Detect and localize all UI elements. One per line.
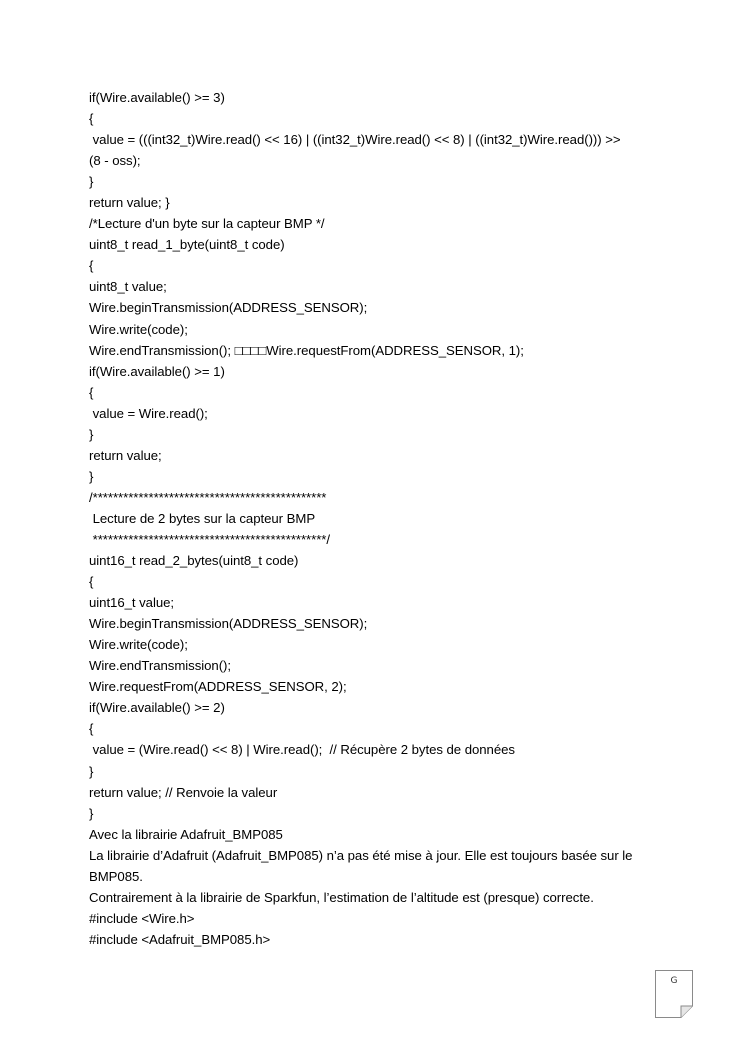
text-line: #include <Wire.h> [89, 910, 195, 926]
text-line: } [89, 805, 94, 821]
text-line: La librairie d’Adafruit (Adafruit_BMP085) n’a pas été mise à jour. Elle est toujours basée sur le [89, 847, 633, 863]
text-line: uint8_t value; [89, 279, 167, 295]
text-line: { [89, 721, 94, 737]
text-line: if(Wire.available() >= 2) [89, 700, 225, 716]
text-line: /********************************************** [89, 489, 327, 505]
text-line: uint8_t read_1_byte(uint8_t code) [89, 237, 285, 253]
text-line: { [89, 574, 94, 590]
text-line: /*Lecture d'un byte sur la capteur BMP */ [89, 216, 325, 232]
text-line: return value; [89, 447, 162, 463]
text-line: Avec la librairie Adafruit_BMP085 [89, 826, 283, 842]
text-line: uint16_t read_2_bytes(uint8_t code) [89, 553, 299, 569]
text-line: Contrairement à la librairie de Sparkfun, l’estimation de l’altitude est (presque) correcte. [89, 889, 594, 905]
text-line: value = Wire.read(); [89, 405, 208, 421]
page-number-tag [655, 970, 693, 1018]
text-line: if(Wire.available() >= 3) [89, 90, 225, 105]
document-body [89, 87, 669, 950]
text-line: } [89, 468, 94, 484]
text-line: return value; // Renvoie la valeur [89, 784, 278, 800]
text-line: Lecture de 2 bytes sur la capteur BMP [89, 510, 316, 526]
text-line: Wire.endTransmission(); [89, 658, 231, 674]
text-line: { [89, 258, 94, 274]
text-line: value = (((int32_t)Wire.read() << 16) | ((int32_t)Wire.read() << 8) | ((int32_t)Wire.read())) >> [89, 132, 621, 148]
text-line: Wire.write(code); [89, 637, 188, 653]
page-number-label: G [670, 976, 678, 986]
text-line: if(Wire.available() >= 1) [89, 363, 225, 379]
text-line: { [89, 384, 94, 400]
text-line: Wire.beginTransmission(ADDRESS_SENSOR); [89, 300, 368, 316]
text-line: } [89, 426, 94, 442]
text-line: Wire.requestFrom(ADDRESS_SENSOR, 2); [89, 679, 347, 695]
text-line: #include <Adafruit_BMP085.h> [89, 931, 271, 947]
text-line: return value; } [89, 195, 170, 211]
text-line: { [89, 111, 94, 127]
text-line: } [89, 174, 94, 190]
text-line: (8 - oss); [89, 153, 141, 169]
text-line: value = (Wire.read() << 8) | Wire.read(); // Récupère 2 bytes de données [89, 742, 515, 758]
text-line: uint16_t value; [89, 595, 175, 611]
text-line: Wire.beginTransmission(ADDRESS_SENSOR); [89, 616, 368, 632]
text-line: **********************************************/ [89, 531, 331, 547]
text-line: BMP085. [89, 868, 143, 884]
text-line: } [89, 763, 94, 779]
text-line: Wire.write(code); [89, 321, 188, 337]
text-line: Wire.endTransmission(); □□□□Wire.requestFrom(ADDRESS_SENSOR, 1); [89, 342, 524, 358]
